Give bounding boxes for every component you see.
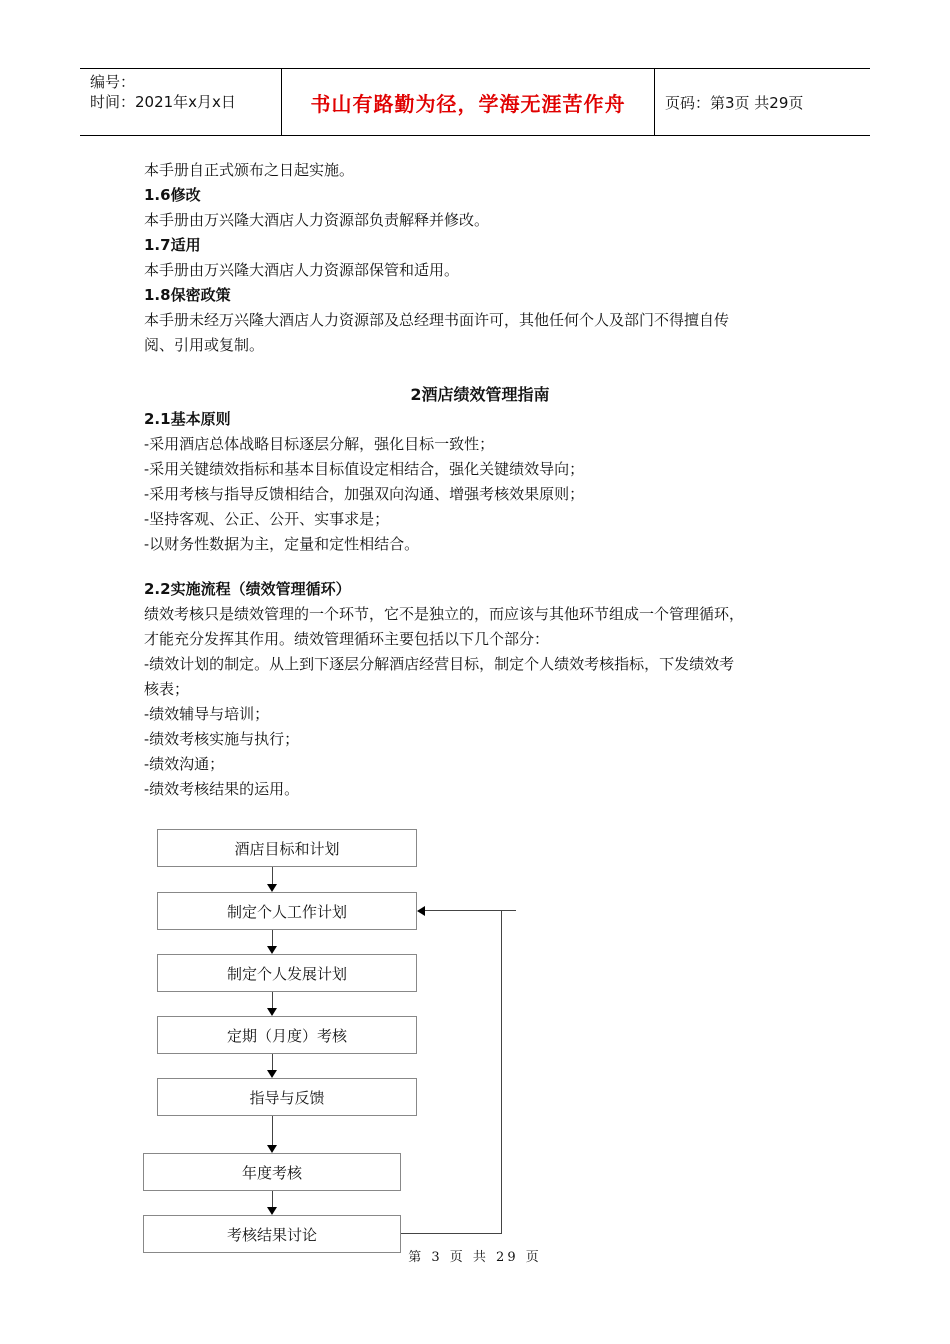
list-item: -绩效考核结果的运用。: [144, 780, 300, 798]
list-item: -采用关键绩效指标和基本目标值设定相结合，强化关键绩效导向；: [144, 460, 585, 478]
document-body: [144, 158, 816, 802]
list-item: 核表；: [144, 680, 190, 698]
paragraph: 本手册由万兴隆大酒店人力资源部保管和适用。: [144, 261, 460, 279]
number-label: 编号：: [90, 73, 136, 91]
header-motto-cell: [282, 69, 655, 135]
list-item: -绩效辅导与培训；: [144, 705, 270, 723]
arrow-down-icon: [267, 884, 277, 892]
section-heading: 1.7适用: [144, 236, 201, 254]
list-item: -采用考核与指导反馈相结合，加强双向沟通、增强考核效果原则；: [144, 485, 585, 503]
page-footer: 第 3 页 共 29 页: [408, 1250, 542, 1265]
arrow-down-icon: [267, 1008, 277, 1016]
section-heading: 1.8保密政策: [144, 286, 231, 304]
page-header: [80, 68, 870, 136]
arrow-left-icon: [417, 906, 425, 916]
paragraph: 才能充分发挥其作用。绩效管理循环主要包括以下几个部分：: [144, 630, 550, 648]
section-heading: 2.1基本原则: [144, 410, 231, 428]
page-info: 页码：第3页 共29页: [665, 93, 804, 112]
paragraph: 阅、引用或复制。: [144, 336, 265, 354]
paragraph: 本手册自正式颁布之日起实施。: [144, 161, 355, 179]
header-meta-cell: [80, 69, 282, 135]
section-heading: 2.2实施流程（绩效管理循环）: [144, 580, 351, 598]
flow-box-monthly-review: 定期（月度）考核: [157, 1016, 417, 1054]
arrow-down-icon: [267, 946, 277, 954]
flow-connector: [272, 930, 273, 946]
list-item: -采用酒店总体战略目标逐层分解，强化目标一致性；: [144, 435, 495, 453]
loop-connector: [401, 1233, 501, 1234]
list-item: -绩效计划的制定。从上到下逐层分解酒店经营目标，制定个人绩效考核指标，下发绩效考: [144, 655, 735, 673]
arrow-down-icon: [267, 1070, 277, 1078]
motto-text: 书山有路勤为径，学海无涯苦作舟: [310, 91, 626, 116]
paragraph: 本手册由万兴隆大酒店人力资源部负责解释并修改。: [144, 211, 490, 229]
arrow-down-icon: [267, 1145, 277, 1153]
section-heading: 1.6修改: [144, 186, 201, 204]
chapter-title: 2酒店绩效管理指南: [410, 385, 550, 404]
flow-connector: [272, 1116, 273, 1145]
flow-box-annual-review: 年度考核: [143, 1153, 401, 1191]
flow-box-hotel-goals: 酒店目标和计划: [157, 829, 417, 867]
list-item: -绩效考核实施与执行；: [144, 730, 300, 748]
list-item: -以财务性数据为主，定量和定性相结合。: [144, 535, 420, 553]
arrow-down-icon: [267, 1207, 277, 1215]
flow-connector: [272, 1054, 273, 1070]
flow-connector: [272, 867, 273, 884]
loop-connector: [425, 910, 516, 911]
flow-box-result-discussion: 考核结果讨论: [143, 1215, 401, 1253]
flow-box-development-plan: 制定个人发展计划: [157, 954, 417, 992]
header-page-cell: [655, 69, 870, 135]
loop-connector: [501, 911, 502, 1234]
flow-box-work-plan: 制定个人工作计划: [157, 892, 417, 930]
date-label: 时间：2021年x月x日: [90, 93, 236, 111]
list-item: -坚持客观、公正、公开、实事求是；: [144, 510, 390, 528]
list-item: -绩效沟通；: [144, 755, 225, 773]
flow-connector: [272, 1191, 273, 1207]
flow-box-feedback: 指导与反馈: [157, 1078, 417, 1116]
paragraph: 绩效考核只是绩效管理的一个环节，它不是独立的，而应该与其他环节组成一个管理循环，: [144, 605, 745, 623]
paragraph: 本手册未经万兴隆大酒店人力资源部及总经理书面许可，其他任何个人及部门不得擅自传: [144, 311, 730, 329]
flow-connector: [272, 992, 273, 1008]
